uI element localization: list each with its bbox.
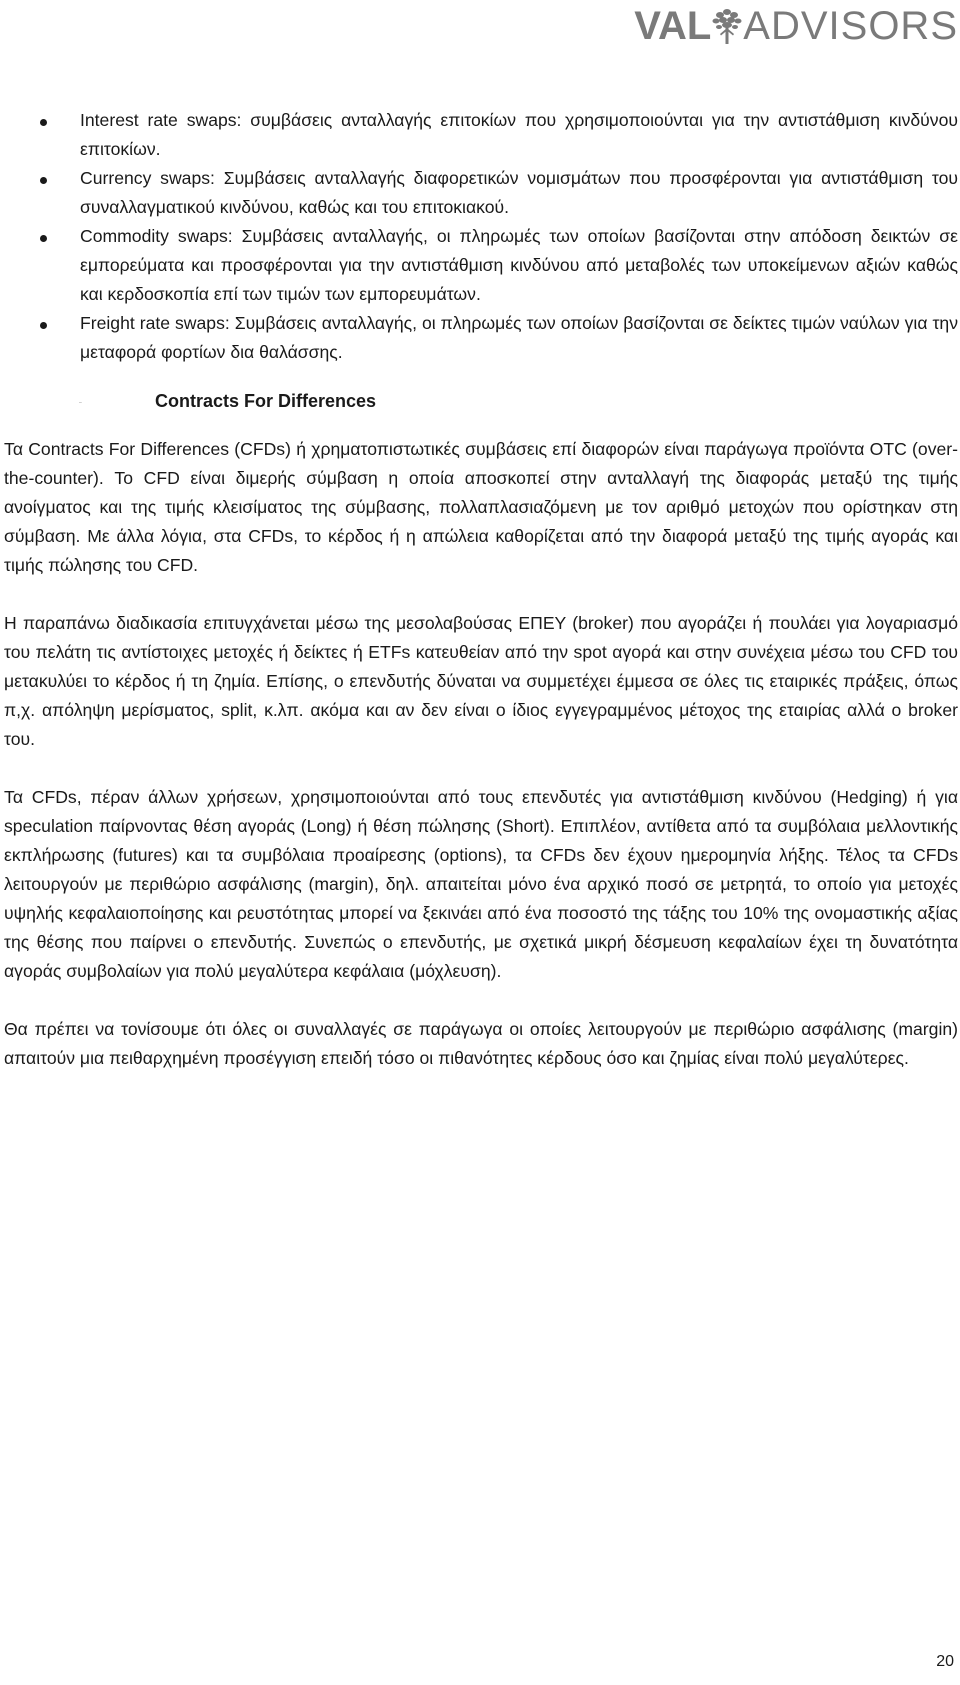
page-number: 20 <box>936 1653 954 1670</box>
section-number: – <box>79 400 82 406</box>
paragraph: Τα Contracts For Differences (CFDs) ή χρηματοπιστωτικές συμβάσεις επί διαφορών είναι παράγωγα προϊόντα OTC (over-the-counter). Το CFD είναι διμερής σύμβαση η οποία αποσκοπεί στην ανταλλαγή της διαφοράς μεταξύ της τιμής ανοίγματος και της τιμής κλεισίματος της σύμβασης, πολλαπλασιαζόμενη με τον αριθμό μετοχών που ορίστηκαν στη σύμβαση. Με άλλα λόγια, στα CFDs, το κέρδος ή η απώλεια καθορίζεται από την διαφορά μεταξύ της τιμής αγοράς και τιμής πώλησης του CFD. <box>4 439 958 575</box>
paragraph: Τα CFDs, πέραν άλλων χρήσεων, χρησιμοποιούνται από τους επενδυτές για αντιστάθμιση κινδύνου (Hedging) ή για speculation παίρνοντας θέση αγοράς (Long) ή θέση πώλησης (Short). Επιπλέον, αντίθετα από τα συμβόλαια μελλοντικής εκπλήρωσης (futures) και τα συμβόλαια προαίρεσης (options), τα CFDs δεν έχουν ημερομηνία λήξης. Τέλος τα CFDs λειτουργούν με περιθώριο ασφάλισης (margin), δηλ. απαιτείται μόνο ένα αρχικό ποσό σε μετρητά, το οποίο για μετοχές υψηλής κεφαλαιοποίησης και ρευστότητας μπορεί να ξεκινάει από ένα ποσοστό της τάξης του 10% της ονομαστικής αξίας της θέσης που παίρνει ο επενδυτής. Συνεπώς ο επενδυτής, με σχετικά μικρή δέσμευση κεφαλαίων έχει τη δυνατότητα αγοράς συμβολαίων για πολύ μεγαλύτερα κεφάλαια (μόχλευση). <box>4 787 958 981</box>
list-item <box>4 106 958 164</box>
olive-tree-icon <box>712 6 742 46</box>
logo-text-advisors: ADVISORS <box>743 4 958 48</box>
list-item <box>4 164 958 222</box>
bullet-icon <box>40 177 47 184</box>
swap-types-list <box>4 106 958 367</box>
paragraph: Η παραπάνω διαδικασία επιτυγχάνεται μέσω της μεσολαβούσας ΕΠΕΥ (broker) που αγοράζει ή πουλάει για λογαριασμό του πελάτη τις αντίστοιχες μετοχές ή δείκτες ή ETFs κατευθείαν από την spot αγορά και στην συνέχεια μέσω του CFD του μετακυλύει το κέρδος ή τη ζημία. Επίσης, ο επενδυτής δύναται να συμμετέχει έμμεσα σε όλες τις εταιρικές πράξεις, όπως π,χ. απόληψη μερίσματος, split, κ.λπ. ακόμα και αν δεν είναι ο ίδιος εγγεγραμμένος μέτοχος της εταιρίας αλλά ο broker του. <box>4 613 958 749</box>
section-title: Contracts For Differences <box>155 391 377 411</box>
list-item-text: Commodity swaps: Συμβάσεις ανταλλαγής, οι πληρωμές των οποίων βασίζονται στην απόδοση δεικτών σε εμπορεύματα και προσφέρονται για την αντιστάθμιση κινδύνου από μεταβολές των υποκείμενων αξιών καθώς και κερδοσκοπία επί των τιμών των εμπορευμάτων. <box>80 226 958 304</box>
list-item-text: Freight rate swaps: Συμβάσεις ανταλλαγής, οι πληρωμές των οποίων βασίζονται σε δείκτες τιμών ναύλων για την μεταφορά φορτίων δια θαλάσσης. <box>80 313 958 362</box>
list-item-text: Interest rate swaps: συμβάσεις ανταλλαγής επιτοκίων που χρησιμοποιούνται για την αντιστάθμιση κινδύνου επιτοκίων. <box>80 110 958 159</box>
logo-text-val: VAL <box>634 4 712 48</box>
list-item <box>4 309 958 367</box>
company-logo <box>634 4 958 48</box>
paragraph: Θα πρέπει να τονίσουμε ότι όλες οι συναλλαγές σε παράγωγα οι οποίες λειτουργούν με περιθώριο ασφάλισης (margin) απαιτούν μια πειθαρχημένη προσέγγιση επειδή τόσο οι πιθανότητες κέρδους όσο και ζημίας είναι πολύ μεγαλύτερες. <box>4 1019 958 1068</box>
bullet-icon <box>40 235 47 242</box>
document-body <box>4 106 958 1073</box>
list-item <box>4 222 958 309</box>
section-heading <box>4 387 958 421</box>
list-item-text: Currency swaps: Συμβάσεις ανταλλαγής διαφορετικών νομισμάτων που προσφέρονται για αντιστάθμιση του συναλλαγματικού κινδύνου, καθώς και του επιτοκιακού. <box>80 168 958 217</box>
bullet-icon <box>40 119 47 126</box>
bullet-icon <box>40 322 47 329</box>
